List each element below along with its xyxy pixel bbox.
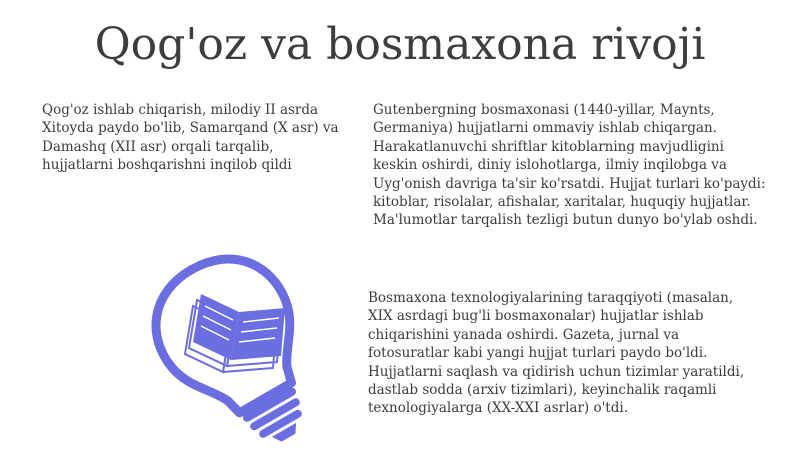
paper-history-paragraph: Qog'oz ishlab chiqarish, milodiy II asrda Xitoyda paydo bo'lib, Samarqand (X asr) va Damashq (XII asr) orqali tarqalib, hujjatlarni boshqarishni inqilob qildi: [42, 102, 339, 174]
lightbulb-book-icon: [135, 250, 335, 450]
printing-technology-paragraph: Bosmaxona texnologiyalarining taraqqiyoti (masalan, XIX asrdagi bug'li bosmaxonalar) hujjatlar ishlab chiqarishini yanada oshirdi. Gazeta, jurnal va fotosuratlar kabi yangi hujjat turlari paydo bo'ldi. Hujjatlarni saqlash va qidirish uchun tizimlar yaratildi, dastlab sodda (arxiv tizimlari), keyinchalik raqamli texnologiyalarga (XX-XXI asrlar) o'tdi.: [368, 290, 745, 417]
page-title: Qog'oz va bosmaxona rivoji: [94, 19, 706, 70]
gutenberg-press-paragraph: Gutenbergning bosmaxonasi (1440-yillar, Maynts, Germaniya) hujjatlarni ommaviy ishlab chiqargan. Harakatlanuvchi shriftlar kitoblarning mavjudligini keskin oshirdi, diniy islohotlarga, ilmiy inqilobga va Uyg'onish davriga ta'sir ko'rsatdi. Hujjat turlari ko'paydi: kitoblar, risolalar, afishalar, xaritalar, huquqiy hujjatlar. Ma'lumotlar tarqalish tezligi butun dunyo bo'ylab oshdi.: [373, 102, 766, 229]
